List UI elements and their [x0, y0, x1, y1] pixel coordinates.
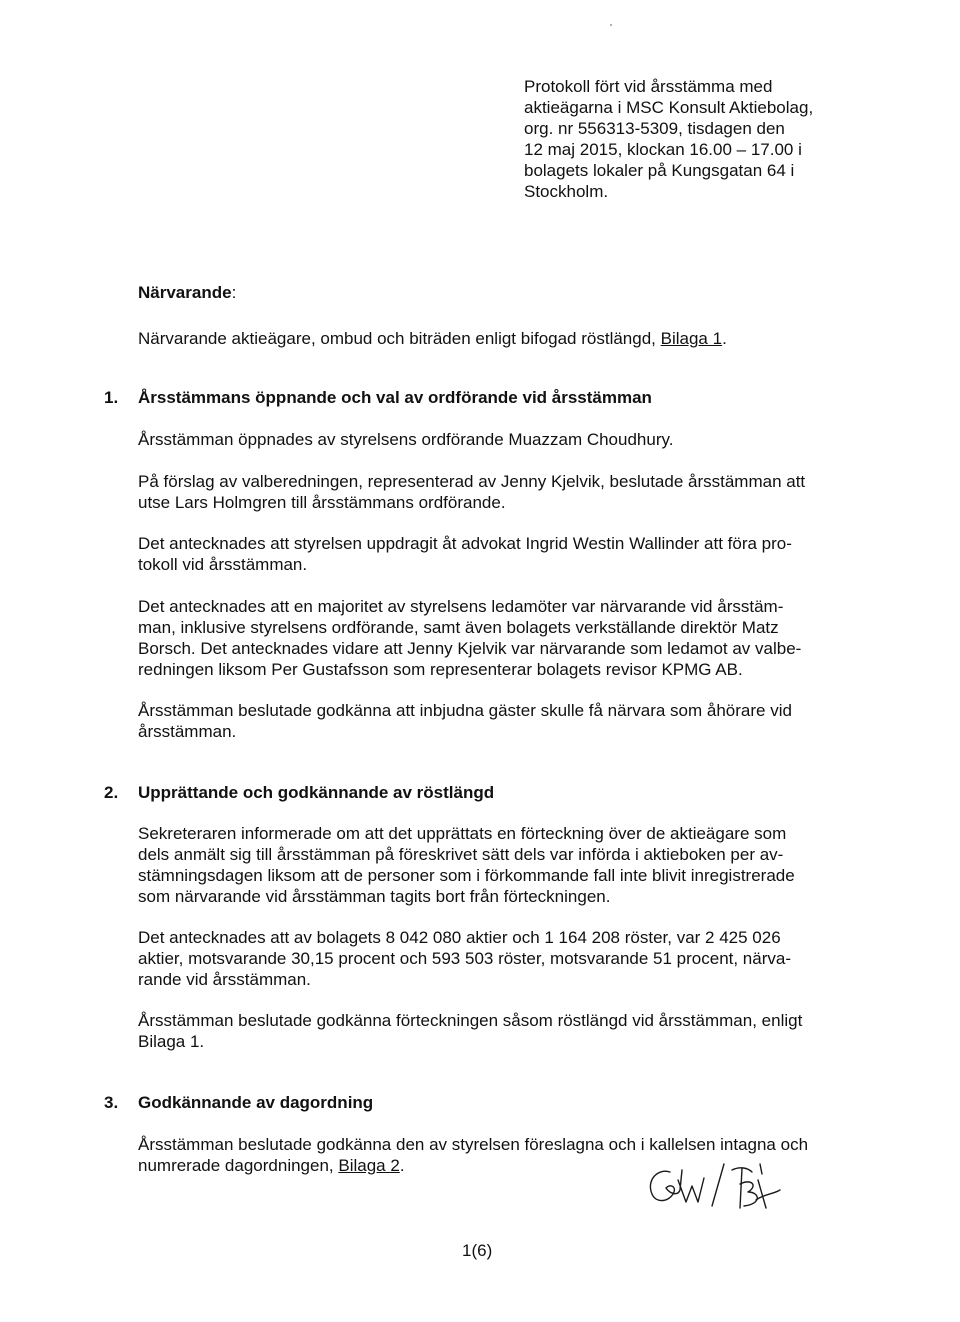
document-header	[524, 76, 824, 202]
attendance-text	[138, 328, 858, 349]
last-line-prefix: numrerade dagordningen,	[138, 1156, 339, 1175]
paragraph-line: årsstämman.	[138, 722, 237, 741]
handwritten-initials-signature	[640, 1150, 790, 1220]
paragraph-line: dels anmält sig till årsstämman på föreskrivet sätt dels var införda i aktieboken per av-	[138, 845, 784, 864]
attendance-text-prefix: Närvarande aktieägare, ombud och biträden enligt bifogad röstlängd,	[138, 329, 661, 348]
paragraph-line: Bilaga 1.	[138, 1032, 205, 1051]
bilaga-1-link[interactable]: Bilaga 1	[660, 329, 723, 348]
bilaga-2-link[interactable]: Bilaga 2	[338, 1156, 400, 1175]
header-line: org. nr 556313-5309, tisdagen den	[524, 119, 785, 138]
last-line-suffix: .	[399, 1156, 405, 1175]
paragraph-line: Årsstämman beslutade godkänna att inbjudna gäster skulle få närvara som åhörare vid	[138, 701, 792, 720]
section-3-number: 3.	[104, 1093, 119, 1112]
header-line: Protokoll fört vid årsstämma med	[524, 77, 773, 96]
attendance-heading	[138, 282, 236, 303]
paragraph-line: Sekreteraren informerade om att det upprättats en förteckning över de aktieägare som	[138, 824, 787, 843]
paragraph-line: man, inklusive styrelsens ordförande, samt även bolagets verkställande direktör Matz	[138, 618, 779, 637]
section-2-paragraph	[138, 1010, 858, 1052]
paragraph-line: stämningsdagen liksom att de personer som i förkommande fall inte blivit inregistrerade	[138, 866, 795, 885]
paragraph-line: Årsstämman beslutade godkänna den av styrelsen föreslagna och i kallelsen intagna och	[138, 1135, 809, 1154]
section-1-paragraph	[138, 596, 858, 680]
section-3-title: Godkännande av dagordning	[138, 1093, 374, 1112]
paragraph-line: redningen liksom Per Gustafsson som representerar bolagets revisor KPMG AB.	[138, 660, 743, 679]
paragraph-line: Det antecknades att styrelsen uppdragit åt advokat Ingrid Westin Wallinder att föra pro-	[138, 534, 792, 553]
attendance-heading-colon: :	[231, 283, 237, 302]
paragraph-line: Borsch. Det antecknades vidare att Jenny Kjelvik var närvarande som ledamot av valbe-	[138, 639, 802, 658]
paragraph-line: Årsstämman öppnades av styrelsens ordförande Muazzam Choudhury.	[138, 430, 674, 449]
paragraph-line: utse Lars Holmgren till årsstämmans ordförande.	[138, 493, 506, 512]
header-line: 12 maj 2015, klockan 16.00 – 17.00 i	[524, 140, 802, 159]
section-2-paragraph	[138, 927, 858, 990]
section-1-paragraph	[138, 471, 858, 513]
page-number: 1(6)	[462, 1241, 493, 1260]
header-line: bolagets lokaler på Kungsgatan 64 i	[524, 161, 795, 180]
section-1-paragraph	[138, 429, 858, 450]
paragraph-line: På förslag av valberedningen, representerad av Jenny Kjelvik, beslutade årsstämman att	[138, 472, 806, 491]
paragraph-line: Det antecknades att en majoritet av styrelsens ledamöter var närvarande vid årsstäm-	[138, 597, 784, 616]
paragraph-line: Det antecknades att av bolagets 8 042 080 aktier och 1 164 208 röster, var 2 425 026	[138, 928, 781, 947]
section-1-number: 1.	[104, 388, 119, 407]
section-2-number: 2.	[104, 783, 119, 802]
section-2-paragraph	[138, 823, 858, 907]
paragraph-line: som närvarande vid årsstämman tagits bort från förteckningen.	[138, 887, 611, 906]
section-1-title: Årsstämmans öppnande och val av ordförande vid årsstämman	[138, 388, 652, 407]
attendance-heading-label: Närvarande	[138, 283, 232, 302]
section-1-paragraph	[138, 533, 858, 575]
header-line: Stockholm.	[524, 182, 609, 201]
attendance-text-suffix: .	[722, 329, 727, 348]
header-line: aktieägarna i MSC Konsult Aktiebolag,	[524, 98, 814, 117]
paragraph-line: aktier, motsvarande 30,15 procent och 593 503 röster, motsvarande 51 procent, närva-	[138, 949, 791, 968]
paragraph-line: tokoll vid årsstämman.	[138, 555, 308, 574]
paragraph-line: Årsstämman beslutade godkänna förteckningen såsom röstlängd vid årsstämman, enligt	[138, 1011, 803, 1030]
section-1-paragraph	[138, 700, 858, 742]
scan-speck	[610, 24, 612, 26]
paragraph-line: rande vid årsstämman.	[138, 970, 311, 989]
section-2-title: Upprättande och godkännande av röstlängd	[138, 783, 495, 802]
